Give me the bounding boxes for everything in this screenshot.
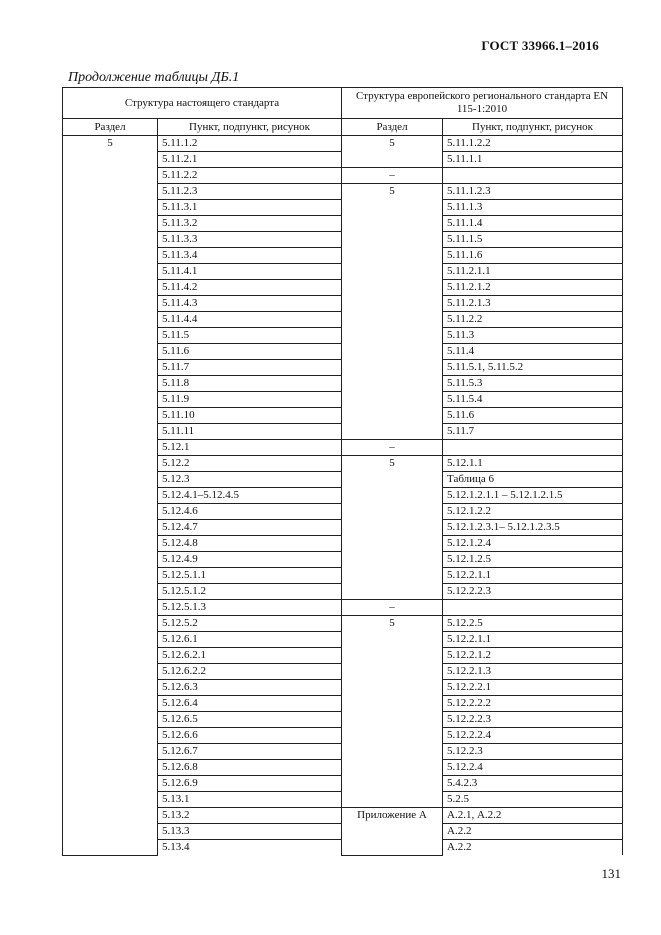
- table-body: [63, 136, 623, 856]
- clause-this-cell: 5.12.6.3: [158, 680, 342, 696]
- correspondence-table: [62, 87, 623, 856]
- clause-eur-cell: 5.11.1.5: [443, 232, 623, 248]
- clause-eur-cell: А.2.1, А.2.2: [443, 808, 623, 824]
- clause-eur-cell: 5.2.5: [443, 792, 623, 808]
- section-eur-cell: 5: [342, 616, 443, 808]
- clause-this-cell: 5.11.1.2: [158, 136, 342, 152]
- clause-this-cell: 5.12.4.1–5.12.4.5: [158, 488, 342, 504]
- column-header-eur-razdel: Раздел: [342, 119, 443, 136]
- clause-eur-cell: А.2.2: [443, 840, 623, 856]
- clause-eur-cell: 5.11.1.2.3: [443, 184, 623, 200]
- clause-eur-cell: 5.11.1.3: [443, 200, 623, 216]
- clause-this-cell: 5.11.6: [158, 344, 342, 360]
- clause-eur-cell: 5.11.1.6: [443, 248, 623, 264]
- continuation-title: Продолжение таблицы ДБ.1: [68, 70, 240, 85]
- this-standard-header: Структура настоящего стандарта: [63, 88, 342, 119]
- clause-this-cell: 5.12.4.8: [158, 536, 342, 552]
- clause-eur-cell: 5.12.2.3: [443, 744, 623, 760]
- clause-this-cell: 5.11.7: [158, 360, 342, 376]
- clause-this-cell: 5.11.4.3: [158, 296, 342, 312]
- clause-this-cell: 5.11.3.1: [158, 200, 342, 216]
- clause-eur-cell: 5.12.2.2.3: [443, 584, 623, 600]
- clause-eur-cell: 5.12.2.1.1: [443, 632, 623, 648]
- clause-this-cell: 5.11.2.2: [158, 168, 342, 184]
- clause-this-cell: 5.11.4.2: [158, 280, 342, 296]
- clause-eur-cell: 5.11.1.2.2: [443, 136, 623, 152]
- column-header-eur-punkt: Пункт, подпункт, рисунок: [443, 119, 623, 136]
- clause-this-cell: 5.11.9: [158, 392, 342, 408]
- clause-this-cell: 5.11.4.1: [158, 264, 342, 280]
- clause-eur-cell: 5.12.2.4: [443, 760, 623, 776]
- clause-this-cell: 5.13.2: [158, 808, 342, 824]
- clause-eur-cell: 5.12.2.1.1: [443, 568, 623, 584]
- clause-this-cell: 5.12.1: [158, 440, 342, 456]
- clause-this-cell: 5.12.5.2: [158, 616, 342, 632]
- european-standard-header: Структура европейского регионального стандарта EN 115-1:2010: [342, 88, 623, 119]
- clause-eur-cell: 5.11.2.2: [443, 312, 623, 328]
- clause-this-cell: 5.11.2.3: [158, 184, 342, 200]
- section-eur-cell: 5: [342, 456, 443, 600]
- clause-eur-cell: 5.12.1.2.3.1– 5.12.1.2.3.5: [443, 520, 623, 536]
- clause-eur-cell: 5.12.1.2.4: [443, 536, 623, 552]
- clause-eur-cell: 5.11.2.1.3: [443, 296, 623, 312]
- clause-this-cell: 5.12.5.1.3: [158, 600, 342, 616]
- clause-this-cell: 5.12.6.2.1: [158, 648, 342, 664]
- clause-eur-cell: А.2.2: [443, 824, 623, 840]
- section-eur-cell: 5: [342, 184, 443, 440]
- clause-eur-cell: 5.12.2.1.2: [443, 648, 623, 664]
- clause-eur-cell: 5.11.6: [443, 408, 623, 424]
- clause-eur-cell: 5.12.2.2.2: [443, 696, 623, 712]
- clause-eur-cell: 5.11.1.1: [443, 152, 623, 168]
- clause-this-cell: 5.12.4.7: [158, 520, 342, 536]
- clause-this-cell: 5.12.2: [158, 456, 342, 472]
- clause-this-cell: 5.12.6.9: [158, 776, 342, 792]
- clause-eur-cell: 5.11.3: [443, 328, 623, 344]
- clause-eur-cell: 5.12.1.2.1.1 – 5.12.1.2.1.5: [443, 488, 623, 504]
- section-eur-cell: –: [342, 600, 443, 616]
- clause-this-cell: 5.11.3.2: [158, 216, 342, 232]
- clause-eur-cell: 5.12.1.1: [443, 456, 623, 472]
- clause-eur-cell: 5.4.2.3: [443, 776, 623, 792]
- clause-eur-cell: [443, 168, 623, 184]
- clause-eur-cell: [443, 440, 623, 456]
- clause-this-cell: 5.11.3.4: [158, 248, 342, 264]
- clause-this-cell: 5.11.3.3: [158, 232, 342, 248]
- clause-eur-cell: 5.12.2.5: [443, 616, 623, 632]
- clause-this-cell: 5.12.6.2.2: [158, 664, 342, 680]
- clause-this-cell: 5.13.1: [158, 792, 342, 808]
- clause-eur-cell: 5.11.2.1.1: [443, 264, 623, 280]
- clause-eur-cell: 5.12.2.1.3: [443, 664, 623, 680]
- section-eur-cell: Приложение А: [342, 808, 443, 856]
- section-eur-cell: –: [342, 168, 443, 184]
- clause-this-cell: 5.12.6.7: [158, 744, 342, 760]
- clause-eur-cell: 5.12.2.2.1: [443, 680, 623, 696]
- column-header-row: [63, 119, 623, 136]
- page-number: 131: [601, 866, 621, 881]
- clause-this-cell: 5.12.6.6: [158, 728, 342, 744]
- clause-eur-cell: 5.11.5.3: [443, 376, 623, 392]
- clause-this-cell: 5.12.6.1: [158, 632, 342, 648]
- clause-eur-cell: Таблица 6: [443, 472, 623, 488]
- column-header-punkt: Пункт, подпункт, рисунок: [158, 119, 342, 136]
- section-eur-cell: 5: [342, 136, 443, 168]
- clause-this-cell: 5.13.4: [158, 840, 342, 856]
- clause-this-cell: 5.12.6.4: [158, 696, 342, 712]
- clause-eur-cell: 5.11.5.1, 5.11.5.2: [443, 360, 623, 376]
- clause-this-cell: 5.13.3: [158, 824, 342, 840]
- clause-this-cell: 5.11.5: [158, 328, 342, 344]
- clause-eur-cell: 5.12.1.2.5: [443, 552, 623, 568]
- clause-eur-cell: 5.11.4: [443, 344, 623, 360]
- section-eur-cell: –: [342, 440, 443, 456]
- clause-eur-cell: 5.12.2.2.4: [443, 728, 623, 744]
- clause-eur-cell: 5.11.2.1.2: [443, 280, 623, 296]
- clause-eur-cell: 5.11.5.4: [443, 392, 623, 408]
- clause-this-cell: 5.11.4.4: [158, 312, 342, 328]
- clause-eur-cell: 5.12.1.2.2: [443, 504, 623, 520]
- clause-this-cell: 5.12.6.5: [158, 712, 342, 728]
- clause-eur-cell: 5.11.1.4: [443, 216, 623, 232]
- clause-this-cell: 5.11.2.1: [158, 152, 342, 168]
- clause-eur-cell: 5.12.2.2.3: [443, 712, 623, 728]
- clause-this-cell: 5.12.4.6: [158, 504, 342, 520]
- clause-this-cell: 5.12.4.9: [158, 552, 342, 568]
- table-row: [63, 136, 623, 152]
- group-header-row: [63, 88, 623, 119]
- section-this-cell: 5: [63, 136, 158, 856]
- clause-this-cell: 5.12.6.8: [158, 760, 342, 776]
- clause-this-cell: 5.11.8: [158, 376, 342, 392]
- clause-eur-cell: [443, 600, 623, 616]
- standard-code: ГОСТ 33966.1–2016: [481, 38, 599, 53]
- clause-this-cell: 5.11.10: [158, 408, 342, 424]
- clause-this-cell: 5.11.11: [158, 424, 342, 440]
- column-header-razdel: Раздел: [63, 119, 158, 136]
- clause-eur-cell: 5.11.7: [443, 424, 623, 440]
- clause-this-cell: 5.12.5.1.1: [158, 568, 342, 584]
- clause-this-cell: 5.12.3: [158, 472, 342, 488]
- clause-this-cell: 5.12.5.1.2: [158, 584, 342, 600]
